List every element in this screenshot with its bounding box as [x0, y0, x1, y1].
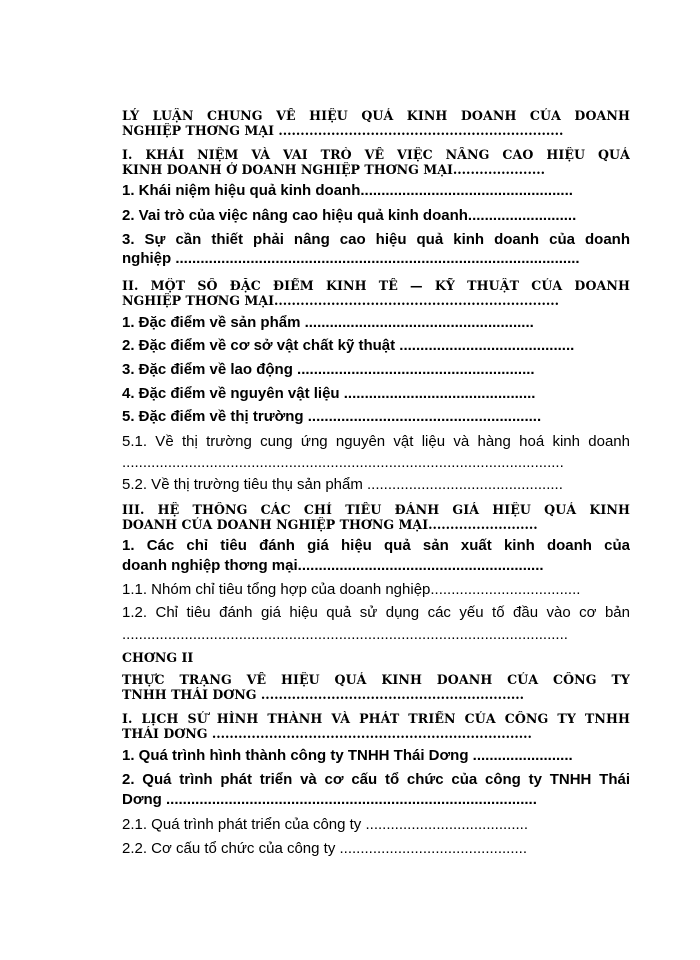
- toc-entry-s3-1-1: 1.1. Nhóm chỉ tiêu tổng hợp của doanh nghiệp....................................: [122, 581, 581, 598]
- toc-entry-s1-2: 2. Vai trò của việc nâng cao hiệu quả kinh doanh..........................: [122, 207, 577, 224]
- toc-entry-s2-5-2: 5.2. Về thị trường tiêu thụ sản phẩm ...............................................: [122, 476, 563, 493]
- toc-entry-s2-4: 4. Đặc điểm về nguyên vật liệu ..............................................: [122, 385, 536, 402]
- part1-title-line1: LÝ LUẬN CHUNG VỀ HIỆU QUẢ KINH DOANH CỦA DOANH: [122, 108, 630, 123]
- toc-entry-s1-3-line1: 3. Sự cần thiết phải nâng cao hiệu quả kinh doanh của doanh: [122, 231, 630, 248]
- toc-entry-c1-2-1: 2.1. Quá trình phát triển của công ty .......................................: [122, 816, 529, 833]
- toc-entry-c1-2-line1: 2. Quá trình phát triển và cơ cấu tổ chức của công ty TNHH Thái: [122, 771, 630, 788]
- toc-entry-c1-1: 1. Quá trình hình thành công ty TNHH Thái Dơng ........................: [122, 747, 573, 764]
- chapter2-title-line2: TNHH THÁI DƠNG ............................................................: [122, 687, 524, 702]
- section1-title-line1: I. KHÁI NIỆM VÀ VAI TRÒ VỀ VIỆC NÂNG CAO HIỆU QUẢ: [122, 147, 630, 162]
- c1-title-line2: THÁI DƠNG .........................................................................: [122, 726, 532, 741]
- toc-entry-c1-2-line2: Dơng .........................................................................................: [122, 791, 537, 808]
- toc-entry-s2-5-1-line2: ..........................................................................................................: [122, 454, 564, 471]
- section2-title-line1: II. MỘT SỐ ĐẶC ĐIỂM KINH TẾ — KỸ THUẬT CỦA DOANH: [122, 278, 630, 293]
- toc-entry-s2-5-1-line1: 5.1. Về thị trường cung ứng nguyên vật liệu và hàng hoá kinh doanh: [122, 433, 630, 450]
- toc-entry-s1-3-line2: nghiệp .................................................................................................: [122, 250, 580, 267]
- toc-entry-s2-2: 2. Đặc điểm về cơ sở vật chất kỹ thuật ..........................................: [122, 337, 575, 354]
- section3-title-line1: III. HỆ THỐNG CÁC CHỈ TIÊU ĐÁNH GIÁ HIỆU QUẢ KINH: [122, 502, 630, 517]
- toc-entry-s3-1-2-line1: 1.2. Chỉ tiêu đánh giá hiệu quả sử dụng các yếu tố đầu vào cơ bản: [122, 604, 630, 621]
- toc-entry-s2-5: 5. Đặc điểm về thị trường ........................................................: [122, 408, 542, 425]
- chapter2-title-line1: THỰC TRẠNG VỀ HIỆU QUẢ KINH DOANH CỦA CÔNG TY: [122, 672, 630, 687]
- section2-title-line2: NGHIỆP THƠNG MẠI.................................................................: [122, 293, 559, 308]
- part1-title-line2: NGHIỆP THƠNG MẠI .................................................................: [122, 123, 564, 138]
- section1-title-line2: KINH DOANH Ở DOANH NGHIỆP THƠNG MẠI.....................: [122, 162, 545, 177]
- toc-entry-s2-1: 1. Đặc điểm về sản phẩm .......................................................: [122, 314, 534, 331]
- c1-title-line1: I. LỊCH SỬ HÌNH THÀNH VÀ PHÁT TRIỂN CỦA CÔNG TY TNHH: [122, 711, 630, 726]
- toc-entry-s3-1-line1: 1. Các chỉ tiêu đánh giá hiệu quả sản xuất kinh doanh của: [122, 537, 630, 554]
- toc-entry-s2-3: 3. Đặc điểm về lao động .........................................................: [122, 361, 535, 378]
- toc-entry-s3-1-line2: doanh nghiệp thơng mại...........................................................: [122, 557, 544, 574]
- chapter2-label: CHƠNG II: [122, 650, 194, 665]
- toc-entry-s1-1: 1. Khái niệm hiệu quả kinh doanh...................................................: [122, 182, 573, 199]
- toc-entry-c1-2-2: 2.2. Cơ cấu tổ chức của công ty .............................................: [122, 840, 528, 857]
- section3-title-line2: DOANH CỦA DOANH NGHIỆP THƠNG MẠI.........................: [122, 517, 538, 532]
- toc-entry-s3-1-2-line2: ...........................................................................................................: [122, 626, 568, 643]
